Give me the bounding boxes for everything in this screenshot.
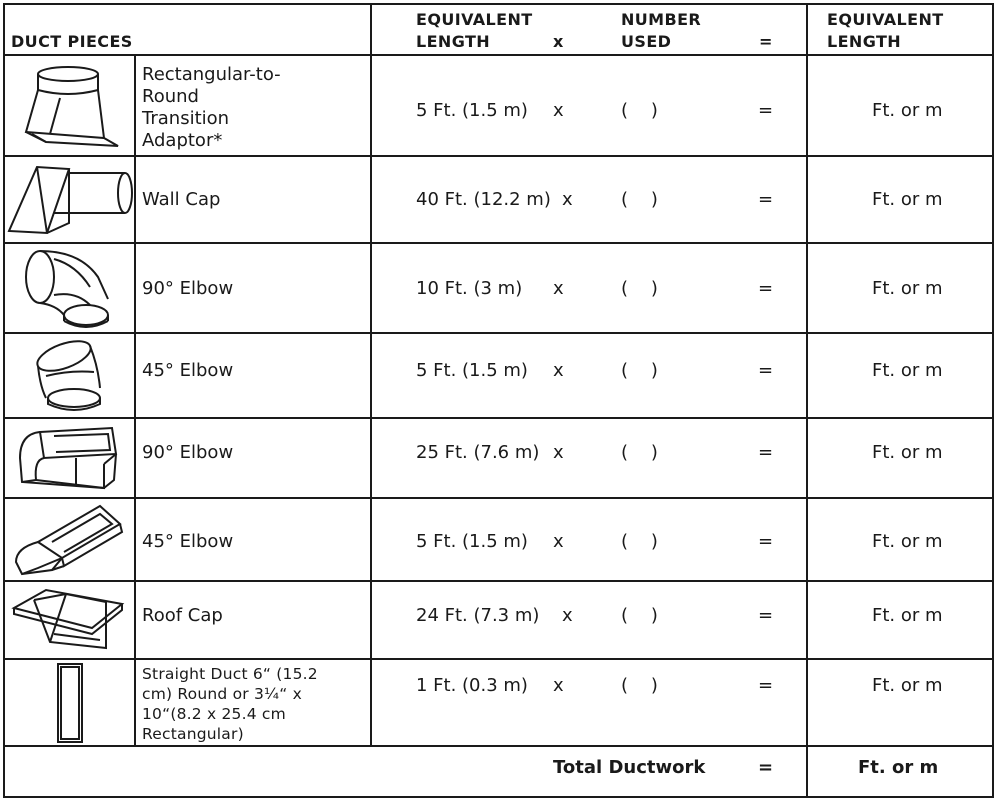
rectangular-45-elbow-icon <box>12 502 124 578</box>
row-divider <box>3 497 994 499</box>
column-divider-pieces <box>370 3 372 747</box>
header-number-used: NUMBER USED <box>621 10 702 51</box>
round-90-elbow-icon <box>20 247 112 329</box>
row-result: Ft. or m <box>872 278 943 299</box>
row-label-straight-duct: Straight Duct 6“ (15.2 cm) Round or 3¼“ x 10“(8.2 x 25.4 cm Rectangular) <box>142 665 318 743</box>
row-number-used: ( ) <box>621 675 658 696</box>
round-45-elbow-icon <box>30 336 106 414</box>
row-multiply-sign: x <box>553 360 564 381</box>
row-label-transition-adaptor: Rectangular-to- Round Transition Adaptor* <box>142 64 281 151</box>
row-length: 1 Ft. (0.3 m) <box>416 675 528 696</box>
row-divider <box>3 242 994 244</box>
row-multiply-sign: x <box>553 278 564 299</box>
row-divider <box>3 54 994 56</box>
header-multiply-sign: x <box>553 32 564 51</box>
table-border-right <box>992 3 994 798</box>
table-border-top <box>3 3 994 5</box>
roof-cap-icon <box>10 586 126 656</box>
header-equivalent-length: EQUIVALENT LENGTH <box>416 10 533 51</box>
row-divider <box>3 580 994 582</box>
row-result: Ft. or m <box>872 189 943 210</box>
row-equals-sign: = <box>758 189 774 210</box>
straight-duct-icon <box>56 662 86 744</box>
row-length: 24 Ft. (7.3 m) <box>416 605 540 626</box>
row-length: 40 Ft. (12.2 m) <box>416 189 551 210</box>
row-divider <box>3 745 994 747</box>
row-label-wall-cap: Wall Cap <box>142 189 221 210</box>
row-length: 5 Ft. (1.5 m) <box>416 360 528 381</box>
row-label-rectangular-90-elbow: 90° Elbow <box>142 442 234 463</box>
row-result: Ft. or m <box>872 675 943 696</box>
row-length: 5 Ft. (1.5 m) <box>416 100 528 121</box>
row-number-used: ( ) <box>621 189 658 210</box>
row-multiply-sign: x <box>553 531 564 552</box>
row-equals-sign: = <box>758 442 774 463</box>
row-result: Ft. or m <box>872 100 943 121</box>
rectangular-90-elbow-icon <box>14 424 120 494</box>
rectangular-to-round-adaptor-icon <box>20 62 120 150</box>
column-divider-icon-label <box>134 54 136 747</box>
row-equals-sign: = <box>758 360 774 381</box>
row-length: 5 Ft. (1.5 m) <box>416 531 528 552</box>
row-multiply-sign: x <box>553 100 564 121</box>
table-border-left <box>3 3 5 798</box>
row-label-round-45-elbow: 45° Elbow <box>142 360 234 381</box>
row-label-rectangular-45-elbow: 45° Elbow <box>142 531 234 552</box>
total-equals-sign: = <box>758 757 774 778</box>
wall-cap-icon <box>7 163 135 237</box>
row-divider <box>3 658 994 660</box>
total-ductwork-label: Total Ductwork <box>553 757 706 778</box>
row-number-used: ( ) <box>621 531 658 552</box>
header-equals-sign: = <box>759 32 773 51</box>
header-equivalent-length-result: EQUIVALENT LENGTH <box>827 10 944 51</box>
row-equals-sign: = <box>758 605 774 626</box>
row-result: Ft. or m <box>872 605 943 626</box>
row-result: Ft. or m <box>872 360 943 381</box>
row-multiply-sign: x <box>562 189 573 210</box>
row-number-used: ( ) <box>621 278 658 299</box>
row-multiply-sign: x <box>553 675 564 696</box>
header-duct-pieces: DUCT PIECES <box>11 32 133 51</box>
row-length: 10 Ft. (3 m) <box>416 278 523 299</box>
row-number-used: ( ) <box>621 442 658 463</box>
table-border-bottom <box>3 796 994 798</box>
row-label-roof-cap: Roof Cap <box>142 605 223 626</box>
row-length: 25 Ft. (7.6 m) <box>416 442 540 463</box>
column-divider-result <box>806 3 808 798</box>
row-divider <box>3 332 994 334</box>
row-equals-sign: = <box>758 675 774 696</box>
row-label-round-90-elbow: 90° Elbow <box>142 278 234 299</box>
row-equals-sign: = <box>758 278 774 299</box>
row-divider <box>3 417 994 419</box>
row-equals-sign: = <box>758 531 774 552</box>
row-result: Ft. or m <box>872 531 943 552</box>
row-result: Ft. or m <box>872 442 943 463</box>
row-number-used: ( ) <box>621 360 658 381</box>
row-number-used: ( ) <box>621 100 658 121</box>
total-result: Ft. or m <box>858 757 939 778</box>
row-number-used: ( ) <box>621 605 658 626</box>
row-divider <box>3 155 994 157</box>
row-multiply-sign: x <box>562 605 573 626</box>
row-equals-sign: = <box>758 100 774 121</box>
row-multiply-sign: x <box>553 442 564 463</box>
